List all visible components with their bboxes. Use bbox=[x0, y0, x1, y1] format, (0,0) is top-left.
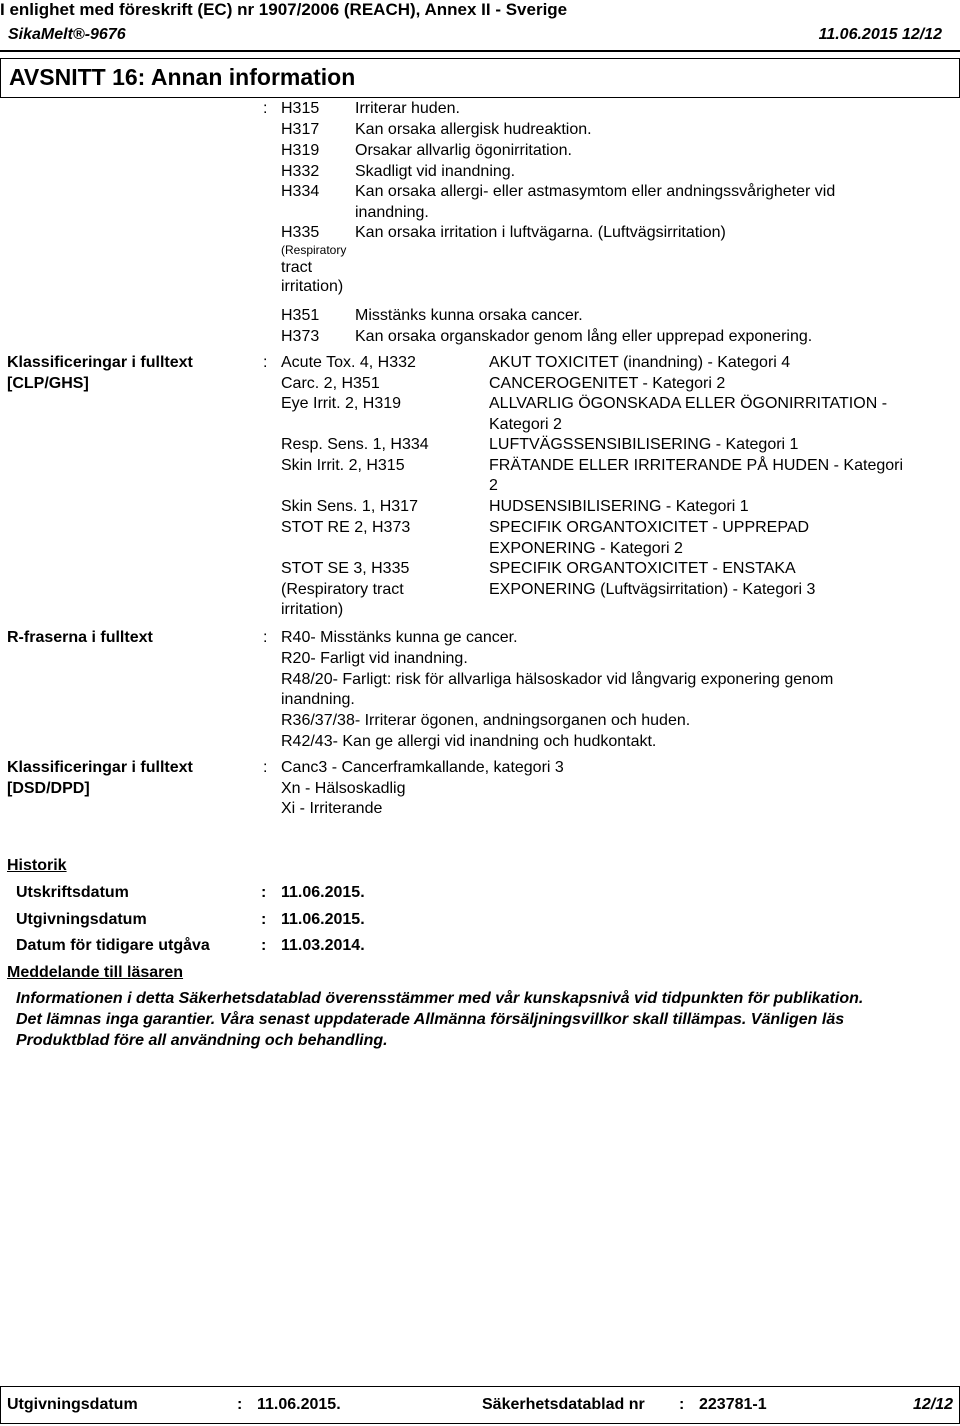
clp-code: STOT RE 2, H373 bbox=[281, 519, 411, 536]
clp-desc: CANCEROGENITET - Kategori 2 bbox=[489, 375, 726, 392]
footer-page: 12/12 bbox=[912, 1396, 953, 1413]
h-text: Skadligt vid inandning. bbox=[355, 163, 516, 180]
h-text: Kan orsaka allergi- eller astmasymtom eller andningssvårigheter vid bbox=[355, 183, 836, 200]
product-name: SikaMelt®-9676 bbox=[8, 26, 126, 43]
h-text-cont: inandning. bbox=[355, 204, 429, 221]
history-label: Utskriftsdatum bbox=[16, 884, 129, 901]
r-phrase-line: R40- Misstänks kunna ge cancer. bbox=[281, 629, 518, 646]
r-phrase-line: inandning. bbox=[281, 691, 355, 708]
notice-line: Det lämnas inga garantier. Våra senast uppdaterade Allmänna försäljningsvillkor skall tillämpas. Vänligen läs bbox=[16, 1011, 845, 1028]
colon: : bbox=[263, 354, 268, 371]
colon: : bbox=[679, 1396, 685, 1413]
clp-code-cont: (Respiratory tract bbox=[281, 581, 404, 598]
h-code: H335 bbox=[281, 224, 320, 241]
h-code-sub: tract bbox=[281, 259, 313, 276]
clp-code: Skin Irrit. 2, H315 bbox=[281, 457, 405, 474]
h-code: H351 bbox=[281, 307, 320, 324]
h-code-sub: (Respiratory bbox=[281, 243, 347, 257]
dsd-line: Xi - Irriterande bbox=[281, 800, 383, 817]
notice-title: Meddelande till läsaren bbox=[7, 964, 184, 981]
dsd-line: Xn - Hälsoskadlig bbox=[281, 780, 406, 797]
history-label: Utgivningsdatum bbox=[16, 911, 147, 928]
h-code-sub: irritation) bbox=[281, 278, 344, 295]
clp-desc: HUDSENSIBILISERING - Kategori 1 bbox=[489, 498, 749, 515]
footer-issue-label: Utgivningsdatum bbox=[7, 1396, 138, 1413]
dsd-label: Klassificeringar i fulltext bbox=[7, 759, 193, 776]
colon: : bbox=[261, 884, 267, 901]
clp-label: Klassificeringar i fulltext bbox=[7, 354, 193, 371]
clp-desc-cont: EXPONERING (Luftvägsirritation) - Kategori 3 bbox=[489, 581, 816, 598]
h-text: Orsakar allvarlig ögonirritation. bbox=[355, 142, 572, 159]
h-text: Kan orsaka allergisk hudreaktion. bbox=[355, 121, 592, 138]
clp-desc-cont: Kategori 2 bbox=[489, 416, 562, 433]
history-title: Historik bbox=[7, 857, 67, 874]
clp-desc: FRÄTANDE ELLER IRRITERANDE PÅ HUDEN - Kategori bbox=[489, 457, 904, 474]
clp-desc: AKUT TOXICITET (inandning) - Kategori 4 bbox=[489, 354, 791, 371]
clp-code: Skin Sens. 1, H317 bbox=[281, 498, 418, 515]
clp-desc-cont: EXPONERING - Kategori 2 bbox=[489, 540, 683, 557]
colon: : bbox=[261, 911, 267, 928]
clp-desc: LUFTVÄGSSENSIBILISERING - Kategori 1 bbox=[489, 436, 799, 453]
r-phrase-line: R42/43- Kan ge allergi vid inandning och hudkontakt. bbox=[281, 733, 657, 750]
colon: : bbox=[261, 937, 267, 954]
h-code: H373 bbox=[281, 328, 320, 345]
clp-code: STOT SE 3, H335 bbox=[281, 560, 410, 577]
notice-line: Produktblad före all användning och behandling. bbox=[16, 1032, 388, 1049]
h-code: H319 bbox=[281, 142, 320, 159]
dsd-label-2: [DSD/DPD] bbox=[7, 780, 90, 797]
section-title: AVSNITT 16: Annan information bbox=[9, 64, 356, 90]
history-label: Datum för tidigare utgåva bbox=[16, 937, 210, 954]
clp-desc-cont: 2 bbox=[489, 477, 498, 494]
h-text: Irriterar huden. bbox=[355, 100, 460, 117]
r-phrase-line: R36/37/38- Irriterar ögonen, andningsorganen och huden. bbox=[281, 712, 691, 729]
colon: : bbox=[263, 629, 268, 646]
clp-code: Eye Irrit. 2, H319 bbox=[281, 395, 402, 412]
clp-desc: ALLVARLIG ÖGONSKADA ELLER ÖGONIRRITATION - bbox=[489, 395, 888, 412]
history-value: 11.06.2015. bbox=[281, 911, 365, 928]
clp-desc: SPECIFIK ORGANTOXICITET - ENSTAKA bbox=[489, 560, 796, 577]
r-phrase-line: R48/20- Farligt: risk för allvarliga hälsoskador vid långvarig exponering genom bbox=[281, 671, 834, 688]
header-divider bbox=[0, 50, 960, 52]
h-code: H315 bbox=[281, 100, 320, 117]
clp-label-2: [CLP/GHS] bbox=[7, 375, 89, 392]
clp-code: Resp. Sens. 1, H334 bbox=[281, 436, 429, 453]
clp-code: Carc. 2, H351 bbox=[281, 375, 380, 392]
clp-code-cont: irritation) bbox=[281, 601, 344, 618]
colon: : bbox=[263, 759, 268, 776]
r-phrase-line: R20- Farligt vid inandning. bbox=[281, 650, 468, 667]
history-value: 11.03.2014. bbox=[281, 937, 365, 954]
h-text: Kan orsaka organskador genom lång eller upprepad exponering. bbox=[355, 328, 813, 345]
h-code: H332 bbox=[281, 163, 320, 180]
h-text: Misstänks kunna orsaka cancer. bbox=[355, 307, 583, 324]
h-code: H317 bbox=[281, 121, 320, 138]
footer bbox=[0, 1386, 960, 1424]
footer-sds-label: Säkerhetsdatablad nr bbox=[482, 1396, 645, 1413]
notice-line: Informationen i detta Säkerhetsdatablad överensstämmer med vår kunskapsnivå vid tidpunkten för publikation. bbox=[16, 990, 864, 1007]
h-code: H334 bbox=[281, 183, 320, 200]
colon: : bbox=[263, 100, 268, 117]
footer-issue-value: 11.06.2015. bbox=[257, 1396, 341, 1413]
dsd-line: Canc3 - Cancerframkallande, kategori 3 bbox=[281, 759, 564, 776]
section-title-box bbox=[0, 58, 960, 98]
footer-sds-value: 223781-1 bbox=[699, 1396, 767, 1413]
h-text: Kan orsaka irritation i luftvägarna. (Luftvägsirritation) bbox=[355, 224, 726, 241]
clp-code: Acute Tox. 4, H332 bbox=[281, 354, 416, 371]
r-phrases-label: R-fraserna i fulltext bbox=[7, 629, 153, 646]
clp-desc: SPECIFIK ORGANTOXICITET - UPPREPAD bbox=[489, 519, 810, 536]
history-value: 11.06.2015. bbox=[281, 884, 365, 901]
regulation-header: I enlighet med föreskrift (EC) nr 1907/2006 (REACH), Annex II - Sverige bbox=[0, 0, 568, 19]
colon: : bbox=[237, 1396, 243, 1413]
header-date-page: 11.06.2015 12/12 bbox=[818, 26, 942, 43]
